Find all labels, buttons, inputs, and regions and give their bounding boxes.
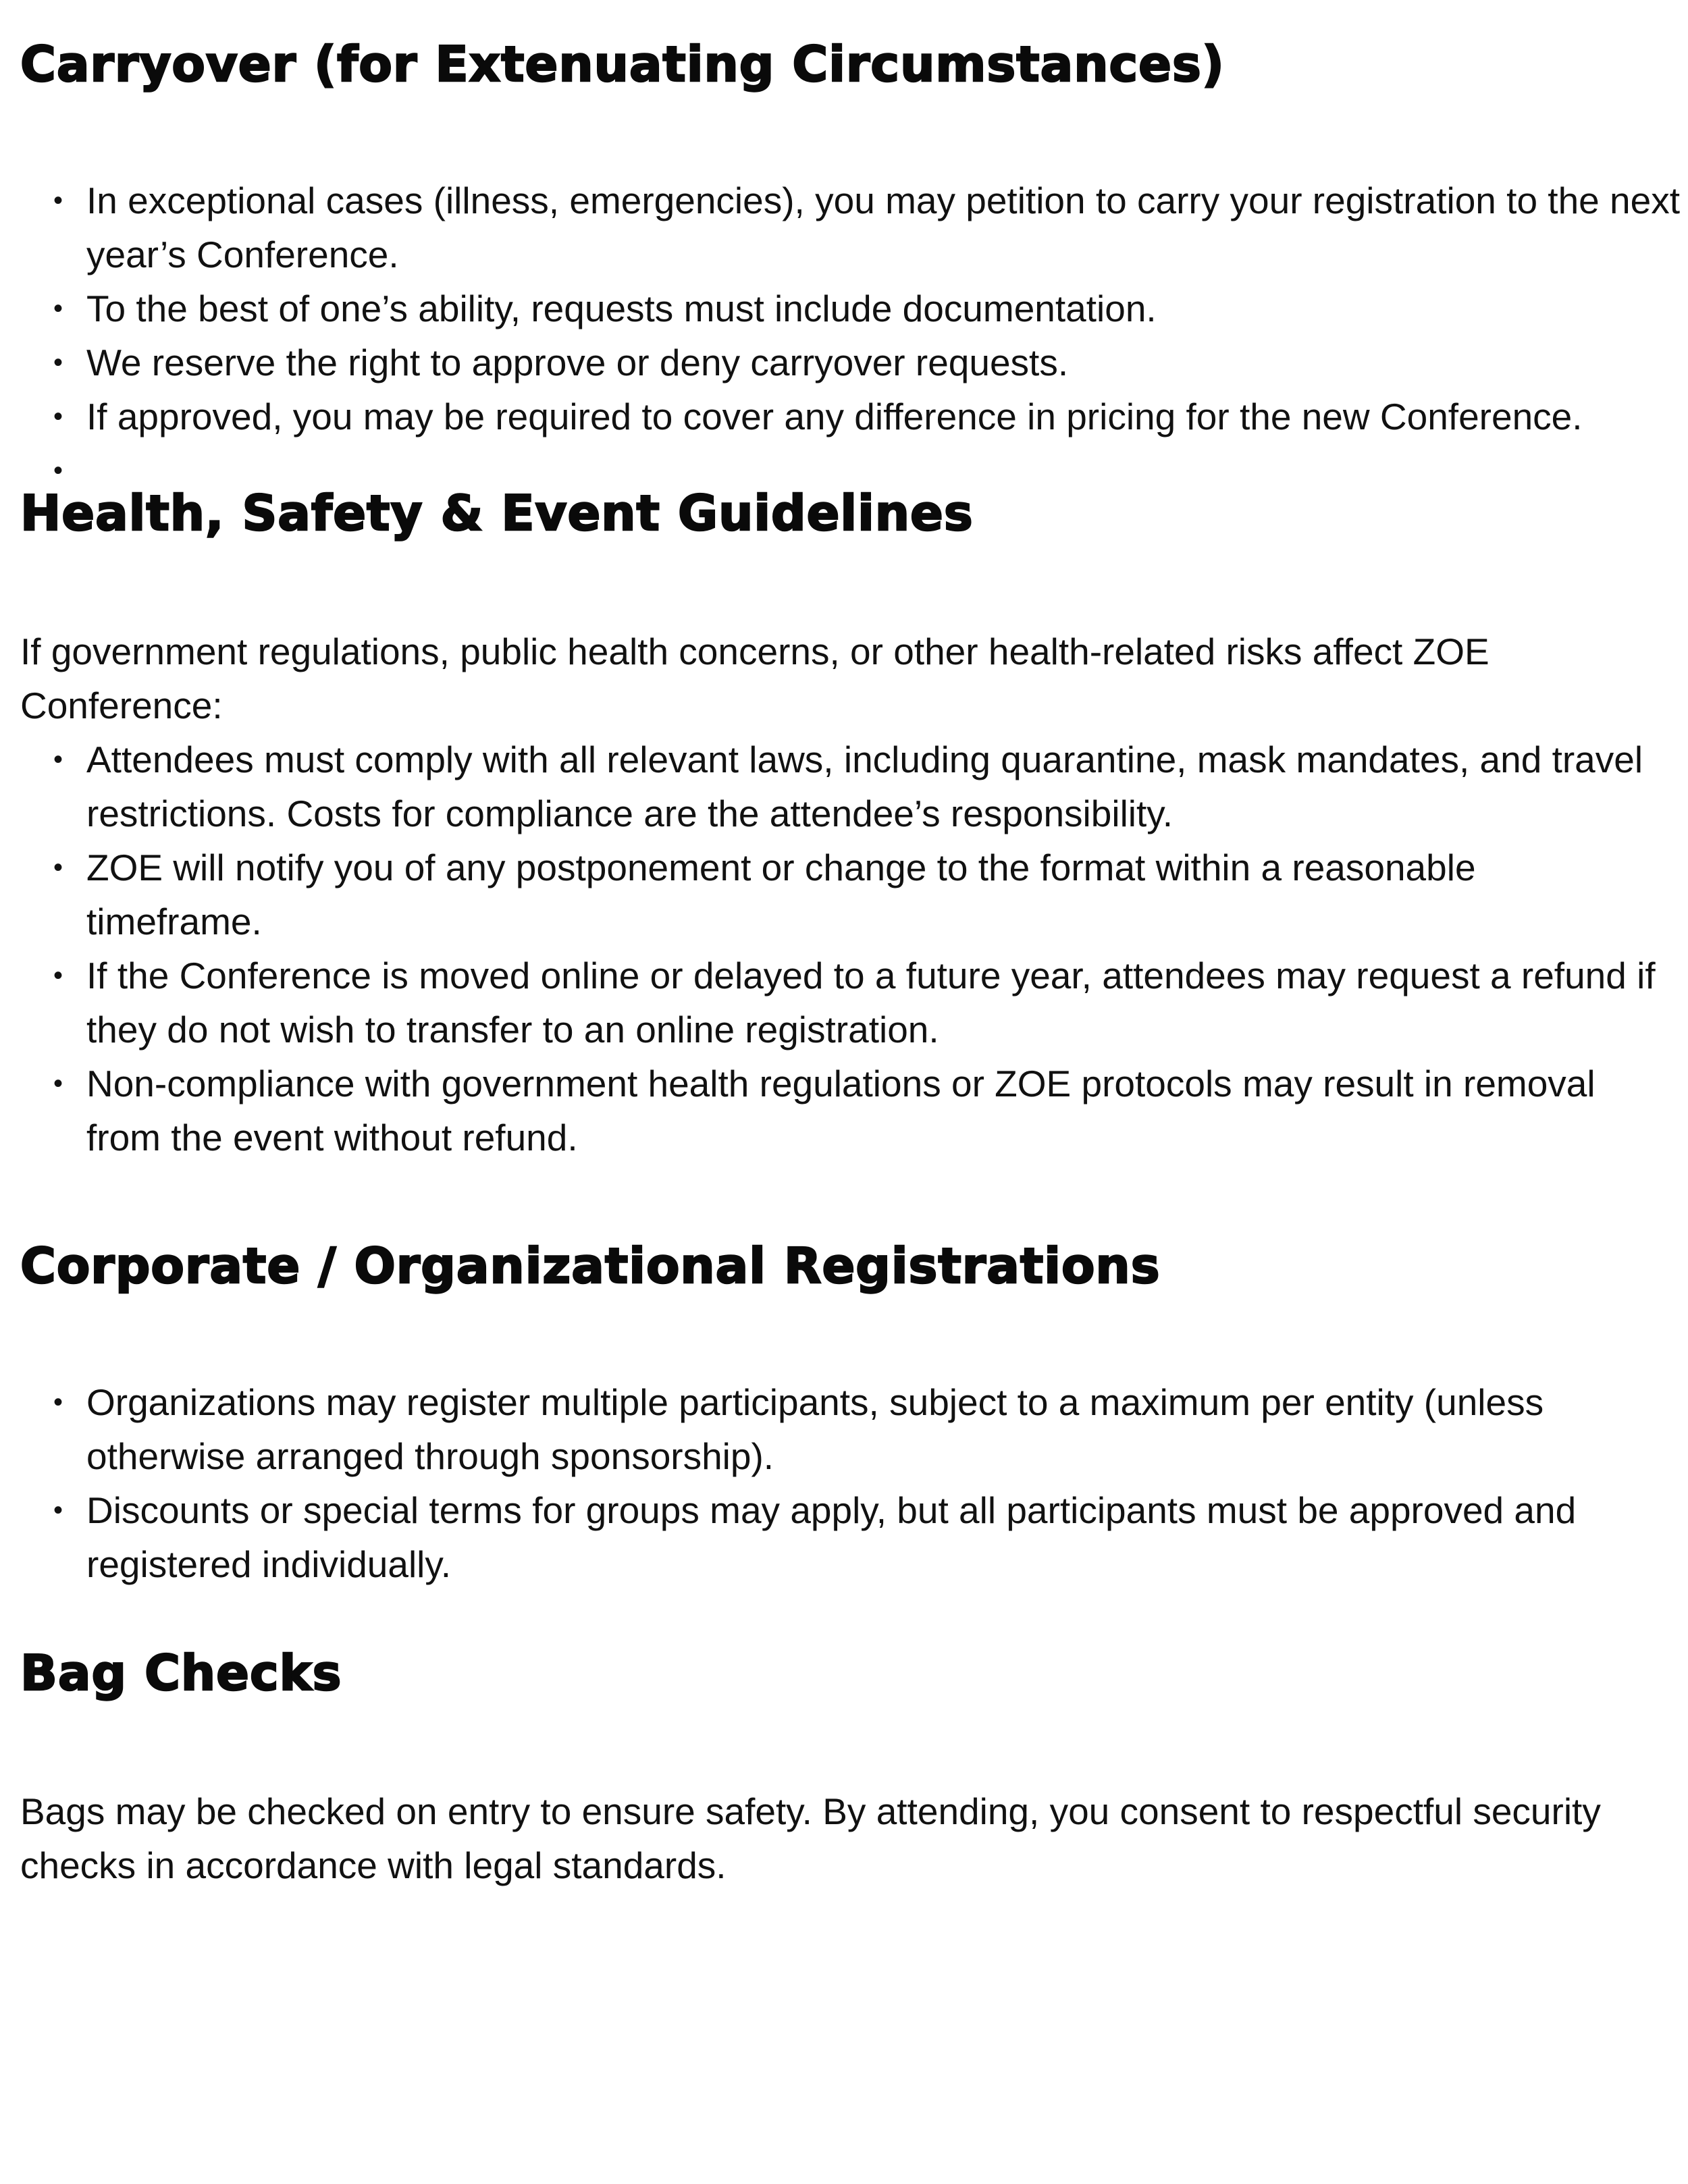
list-item: • Attendees must comply with all relevant laws, including quarantine, mask mandates, and travel restrictions. Costs for compliance are the attendee’s responsibility. bbox=[86, 733, 1646, 841]
bullet-icon: • bbox=[53, 348, 63, 377]
section-bag-checks bbox=[20, 1639, 1668, 1892]
list-item: • If approved, you may be required to cover any difference in pricing for the new Conference. bbox=[86, 390, 1668, 444]
section-heading: Carryover (for Extenuating Circumstances) bbox=[20, 36, 1225, 92]
bullet-icon: • bbox=[53, 1069, 63, 1098]
bullet-icon: • bbox=[53, 402, 63, 431]
section-heading: Health, Safety & Event Guidelines bbox=[20, 485, 974, 541]
bullet-list bbox=[20, 174, 1681, 498]
section-intro: If government regulations, public health concerns, or other health-related risks affect ZOE Conference: bbox=[20, 631, 1489, 726]
bullet-icon: • bbox=[53, 456, 63, 485]
list-item: • Non-compliance with government health regulations or ZOE protocols may result in removal from the event without refund. bbox=[86, 1057, 1666, 1165]
bullet-icon: • bbox=[53, 745, 63, 774]
section-heading: Corporate / Organizational Registrations bbox=[20, 1237, 1161, 1294]
bullet-icon: • bbox=[53, 961, 63, 990]
bullet-list bbox=[20, 733, 1668, 1165]
bullet-icon: • bbox=[53, 186, 63, 215]
section-carryover bbox=[20, 30, 1681, 498]
bullet-icon: • bbox=[53, 1387, 63, 1417]
list-item: • In exceptional cases (illness, emergencies), you may petition to carry your registration to the next year’s Conference. bbox=[86, 174, 1688, 282]
list-item: • ZOE will notify you of any postponement or change to the format within a reasonable timeframe. bbox=[86, 841, 1646, 949]
bullet-icon: • bbox=[53, 853, 63, 882]
bullet-list bbox=[20, 1375, 1668, 1591]
list-item: • Discounts or special terms for groups may apply, but all participants must be approved and registered individually. bbox=[86, 1483, 1666, 1591]
section-heading: Bag Checks bbox=[20, 1645, 342, 1701]
list-item: • Organizations may register multiple participants, subject to a maximum per entity (unless otherwise arranged through sponsorship). bbox=[86, 1375, 1646, 1483]
list-item: • We reserve the right to approve or deny carryover requests. bbox=[86, 336, 1668, 390]
bullet-icon: • bbox=[53, 1495, 63, 1525]
section-body: Bags may be checked on entry to ensure safety. By attending, you consent to respectful security checks in accordance with legal standards. bbox=[20, 1790, 1601, 1886]
list-item: • To the best of one’s ability, requests must include documentation. bbox=[86, 282, 1668, 336]
section-health-safety bbox=[20, 479, 1668, 1165]
section-corporate-registrations bbox=[20, 1232, 1668, 1591]
bullet-icon: • bbox=[53, 294, 63, 323]
list-item: • If the Conference is moved online or delayed to a future year, attendees may request a refund if they do not wish to transfer to an online registration. bbox=[86, 949, 1688, 1057]
